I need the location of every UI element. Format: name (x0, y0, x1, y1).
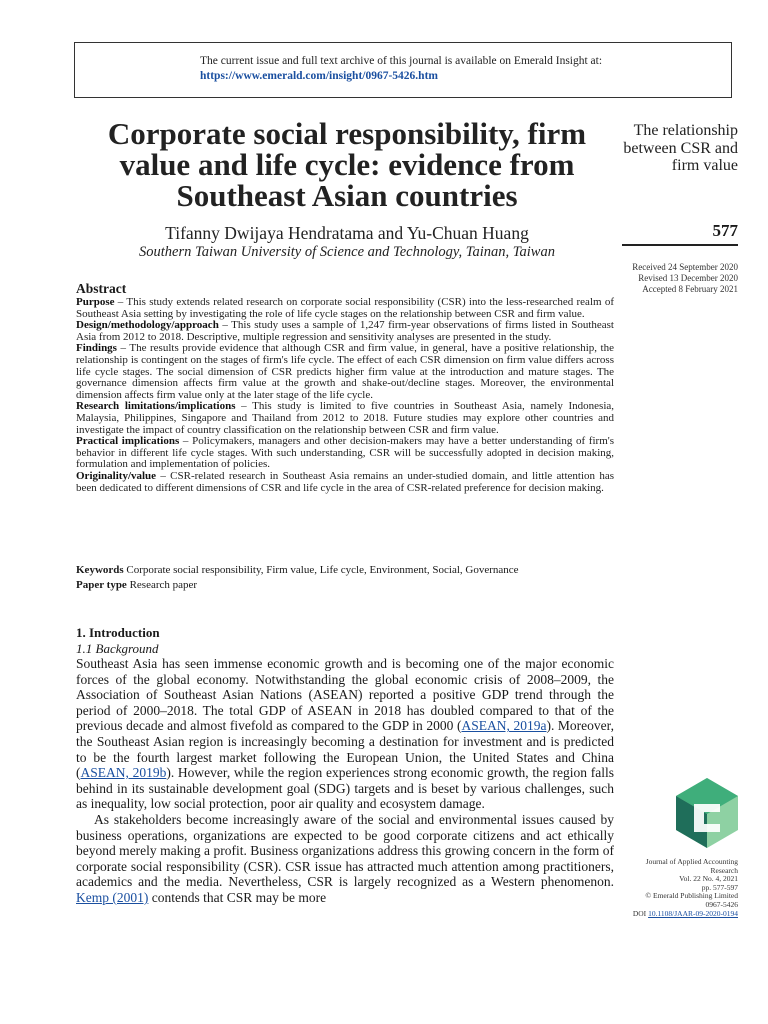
practical-text: – Policymakers, managers and other decision-makers may have a better understanding of firm's behavior in different life cycle stages. With such understanding, CSR will be successfully adopted in decision making, formulation and implementation of policies. (76, 435, 615, 471)
journal-name: Journal of Applied Accounting Research (645, 857, 738, 875)
journal-archive-link[interactable]: https://www.emerald.com/insight/0967-5426.htm (200, 70, 438, 82)
journal-issn: 0967-5426 (705, 899, 738, 909)
abstract-heading: Abstract (76, 281, 127, 296)
subsection-heading: 1.1 Background (76, 641, 159, 656)
article-title: Corporate social responsibility, firm value and life cycle: evidence from Southeast Asian countries (107, 116, 587, 213)
journal-notice (200, 54, 602, 84)
journal-info (620, 858, 738, 918)
abstract-design (76, 320, 614, 343)
paragraph (76, 656, 614, 812)
keywords-label: Keywords (76, 564, 124, 576)
accepted-date: Accepted 8 February 2021 (642, 284, 738, 294)
findings-text: – The results provide evidence that although CSR and firm value, in general, have a positive relationship, the relationship is contingent on the stages of firm's life cycle. The effect of each CSR dimension on firm value differs across life cycle stages. The social dimension of CSR predicts higher firm value at the introduction and mature stages. The governance dimension affects firm value at the growth and shake-out/decline stages. Moreover, the environmental dimension affects firm value only at the later stage of the life cycle. (76, 342, 614, 401)
section-heading: 1. Introduction (76, 625, 160, 640)
abstract-body (76, 297, 614, 494)
journal-notice-text: The current issue and full text archive of this journal is available on Emerald Insight at: (200, 55, 603, 67)
paragraph (76, 812, 614, 906)
limitations-text: – This study is limited to five countries in Southeast Asia, namely Indonesia, Malaysia, Philippines, Singapore and Thailand from 2012 to 2018. Future studies may explore other countries and investigate the impact of country classification on the relationship between CSR and firm value. (76, 400, 615, 436)
doi-link[interactable]: 10.1108/JAAR-09-2020-0194 (648, 908, 738, 918)
page-number: 577 (712, 221, 738, 240)
abstract-originality (76, 471, 614, 494)
design-label: Design/methodology/approach (76, 319, 219, 332)
author-affiliation: Southern Taiwan University of Science and Technology, Tainan, Taiwan (139, 244, 555, 260)
paper-type-text: Research paper (126, 579, 198, 591)
paragraph-text: As stakeholders become increasingly aware of the social and environmental issues caused by business operations, organizations are expected to be good corporate citizens and act ethically beyond merely making a profit. Business organizations address this growing concern in the form of corporate social responsibility (CSR). CSR issue has attracted much attention among practitioners, academics and the media. Nevertheless, CSR is largely recognized as a Western phenomenon. (76, 811, 614, 890)
paragraph-text: ). Moreover, the Southeast Asian region is increasingly becoming a destination for investment and is predicted to be the fourth largest market following the European Union, the United States and China ( (76, 718, 614, 781)
citation-link[interactable]: ASEAN, 2019a (461, 718, 547, 734)
purpose-text: – This study extends related research on corporate social responsibility (CSR) into the less-researched realm of Southeast Asia setting by investigating the role of life cycle stages on the relationship between CSR and firm value. (76, 296, 614, 320)
crossmark-logo-icon[interactable] (674, 776, 740, 850)
abstract-limitations (76, 401, 614, 436)
paragraph-text: ). However, while the region experiences strong economic growth, the region falls behind in its sustainable development goal (SDG) targets and is beset by various challenges, such as inequality, low social protection, poor air quality and ecosystem damage. (76, 765, 614, 812)
received-date: Received 24 September 2020 (632, 262, 738, 272)
keywords-block (76, 563, 614, 593)
side-divider (622, 244, 738, 246)
journal-pages: pp. 577-597 (701, 882, 738, 892)
introduction-body (76, 656, 614, 906)
revised-date: Revised 13 December 2020 (638, 273, 738, 283)
limitations-label: Research limitations/implications (76, 400, 236, 413)
paragraph-text: Southeast Asia has seen immense economic growth and is becoming one of the major economic forces of the global economy. Notwithstanding the global economic crisis of 2008–2009, the Association of Southeast Asian Nations (ASEAN) reported a positive GDP trend through the period of 2000–2018. The total GDP of ASEAN in 2018 has doubled compared to that of the previous decade and almost fivefold as compared to the GDP in 2000 ( (76, 656, 614, 734)
purpose-label: Purpose (76, 296, 115, 308)
keywords-line (76, 563, 614, 578)
abstract-findings (76, 343, 614, 401)
submission-dates (622, 262, 738, 295)
journal-doi (620, 910, 738, 919)
paper-type-line (76, 578, 614, 593)
doi-label: DOI (632, 908, 649, 918)
citation-link[interactable]: Kemp (2001) (76, 889, 149, 905)
keywords-text: Corporate social responsibility, Firm value, Life cycle, Environment, Social, Governance (123, 564, 519, 576)
originality-label: Originality/value (76, 469, 157, 482)
abstract-purpose (76, 297, 614, 320)
running-head: The relationship between CSR and firm value (623, 122, 738, 174)
journal-publisher: © Emerald Publishing Limited (645, 891, 738, 901)
originality-text: – CSR-related research in Southeast Asia remains an under-studied domain, and little attention has been dedicated to different dimensions of CSR and life cycle in the area of CSR-related preference for decision making. (76, 469, 614, 494)
paragraph-text: contends that CSR may be more (148, 889, 327, 905)
findings-label: Findings (76, 342, 117, 355)
paper-type-label: Paper type (76, 579, 127, 591)
design-text: – This study uses a sample of 1,247 firm-year observations of firms listed in Southeast Asia from 2012 to 2018. Descriptive, multiple regression and sensitivity analyses are presented in the study. (76, 319, 614, 343)
practical-label: Practical implications (76, 435, 180, 448)
abstract-practical (76, 436, 614, 471)
citation-link[interactable]: ASEAN, 2019b (80, 765, 167, 781)
article-authors: Tifanny Dwijaya Hendratama and Yu-Chuan Huang (165, 223, 529, 243)
journal-volume: Vol. 22 No. 4, 2021 (679, 874, 738, 884)
